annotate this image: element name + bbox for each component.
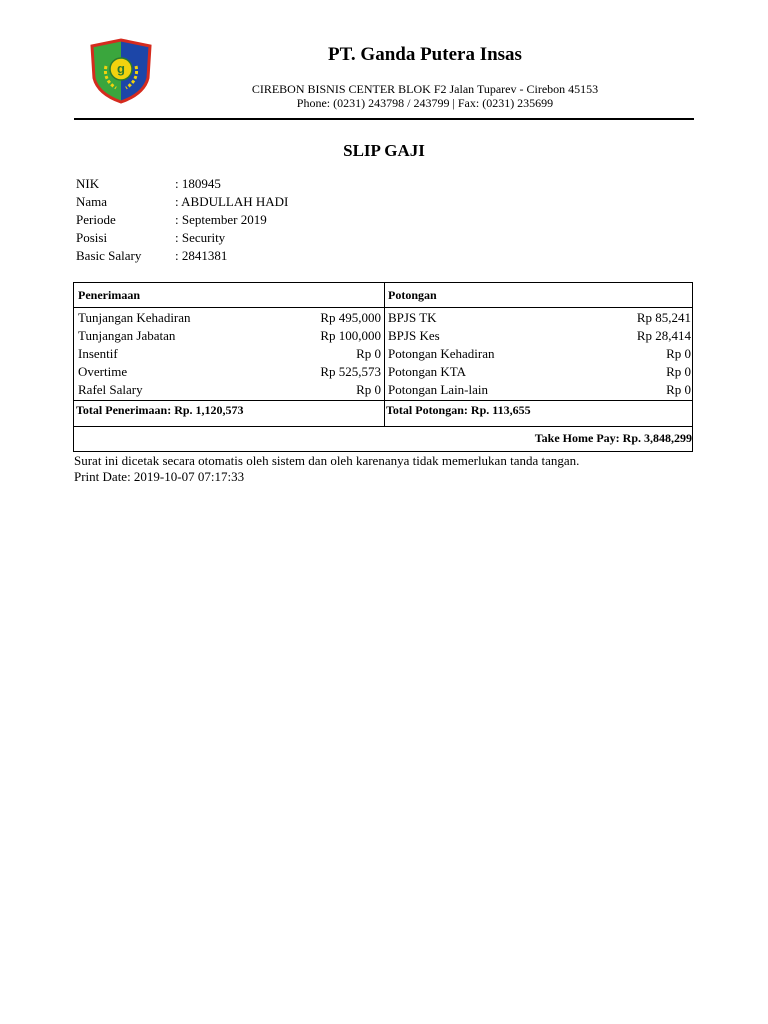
take-home-divider	[74, 426, 692, 427]
earning-amount: Rp 495,000	[320, 310, 381, 325]
totals-row-divider	[74, 400, 692, 401]
info-label: NIK	[76, 176, 100, 191]
column-divider	[384, 283, 385, 426]
take-home-pay: Take Home Pay: Rp. 3,848,299	[534, 431, 692, 445]
info-row	[76, 247, 288, 265]
address-line: CIREBON BISNIS CENTER BLOK F2 Jalan Tuparev - Cirebon 45153	[251, 82, 599, 96]
deduction-amount: Rp 0	[666, 364, 691, 379]
header-row-divider	[74, 307, 692, 308]
deductions-list	[388, 309, 691, 399]
earning-row	[78, 363, 381, 381]
earning-name: Insentif	[78, 346, 118, 361]
svg-text:g: g	[117, 61, 125, 76]
earning-amount: Rp 100,000	[320, 328, 381, 343]
info-value: : September 2019	[175, 212, 267, 227]
company-address	[190, 82, 660, 110]
employee-info	[76, 175, 288, 265]
info-label: Nama	[76, 194, 108, 209]
info-label: Basic Salary	[76, 248, 142, 263]
deduction-name: BPJS Kes	[388, 328, 440, 343]
earning-row	[78, 381, 381, 399]
info-label: Periode	[76, 212, 116, 227]
earning-amount: Rp 0	[356, 346, 381, 361]
earning-name: Tunjangan Kehadiran	[78, 310, 191, 325]
earning-row	[78, 327, 381, 345]
footer	[74, 453, 579, 485]
salary-table	[73, 282, 693, 452]
company-logo	[88, 38, 154, 104]
earning-row	[78, 345, 381, 363]
deduction-amount: Rp 28,414	[636, 328, 691, 343]
deduction-row	[388, 381, 691, 399]
earning-name: Tunjangan Jabatan	[78, 328, 176, 343]
deduction-row	[388, 309, 691, 327]
info-row	[76, 211, 288, 229]
earning-amount: Rp 525,573	[320, 364, 381, 379]
earning-amount: Rp 0	[356, 382, 381, 397]
company-name: PT. Ganda Putera Insas	[328, 44, 522, 65]
earnings-header: Penerimaan	[78, 288, 140, 302]
deduction-amount: Rp 0	[666, 346, 691, 361]
deduction-row	[388, 345, 691, 363]
info-value: : Security	[175, 230, 226, 245]
contact-line: Phone: (0231) 243798 / 243799 | Fax: (0231) 235699	[296, 96, 554, 110]
print-date: Print Date: 2019-10-07 07:17:33	[74, 469, 245, 484]
earning-name: Overtime	[78, 364, 128, 379]
deduction-row	[388, 363, 691, 381]
earnings-list	[78, 309, 381, 399]
info-value: : ABDULLAH HADI	[175, 194, 289, 209]
info-value: : 2841381	[175, 248, 228, 263]
slip-title: SLIP GAJI	[343, 141, 425, 160]
deduction-amount: Rp 85,241	[636, 310, 691, 325]
earnings-total: Total Penerimaan: Rp. 1,120,573	[76, 403, 244, 417]
info-row	[76, 193, 288, 211]
auto-print-note: Surat ini dicetak secara otomatis oleh sistem dan oleh karenanya tidak memerlukan tanda tangan.	[74, 453, 580, 468]
deduction-name: Potongan Lain-lain	[388, 382, 489, 397]
deduction-name: BPJS TK	[388, 310, 437, 325]
header-divider	[74, 118, 694, 120]
deduction-name: Potongan KTA	[388, 364, 467, 379]
deductions-total: Total Potongan: Rp. 113,655	[386, 403, 531, 417]
deductions-header: Potongan	[388, 288, 437, 302]
info-row	[76, 229, 288, 247]
info-row	[76, 175, 288, 193]
deduction-name: Potongan Kehadiran	[388, 346, 495, 361]
earning-name: Rafel Salary	[78, 382, 143, 397]
deduction-amount: Rp 0	[666, 382, 691, 397]
earning-row	[78, 309, 381, 327]
info-label: Posisi	[76, 230, 108, 245]
info-value: : 180945	[175, 176, 221, 191]
deduction-row	[388, 327, 691, 345]
